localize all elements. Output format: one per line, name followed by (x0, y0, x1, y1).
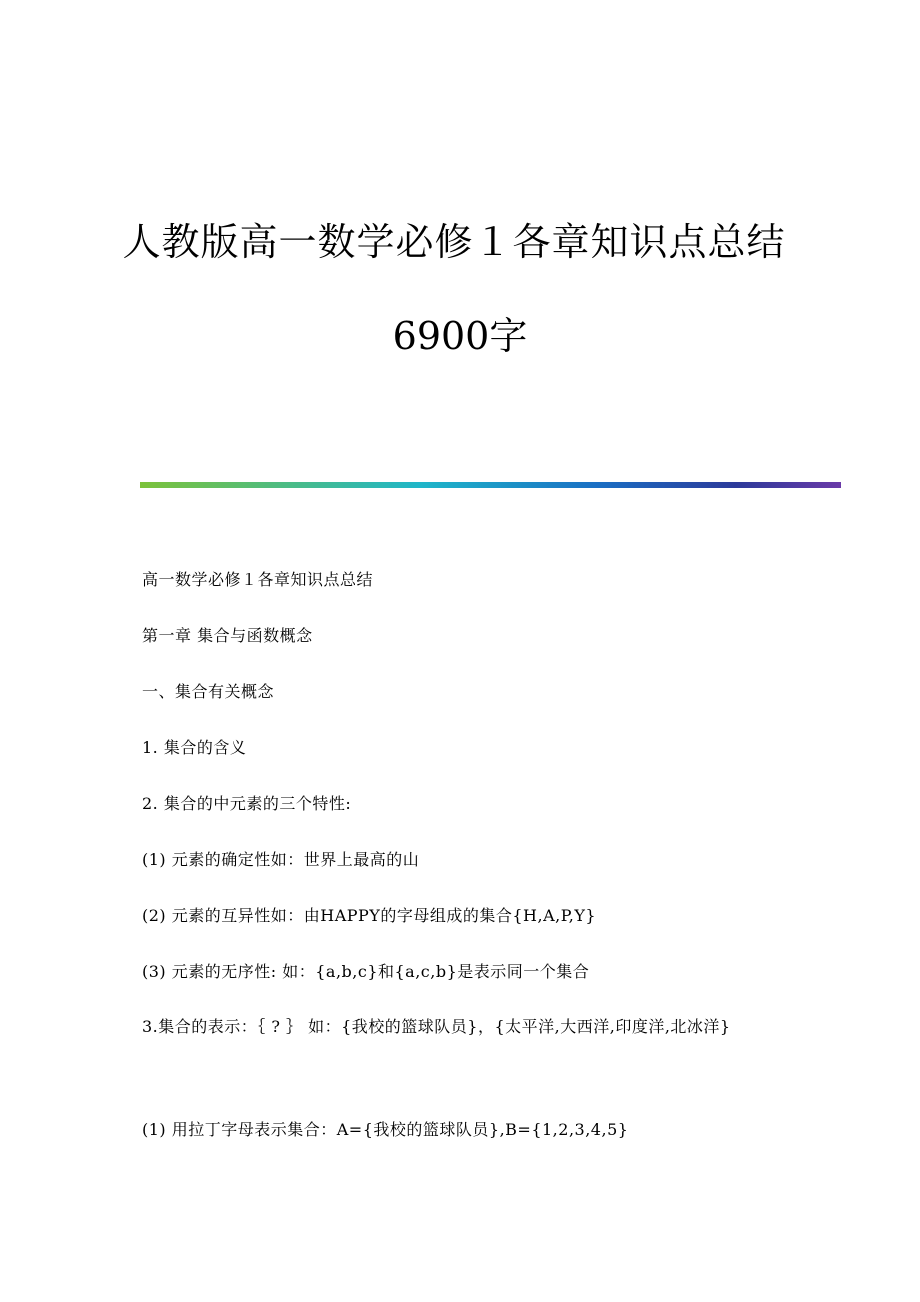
body-paragraph-chapter-heading: 第一章 集合与函数概念 (142, 626, 313, 645)
body-paragraph: 2. 集合的中元素的三个特性: (142, 794, 352, 813)
body-paragraph-section-heading: 一、集合有关概念 (142, 682, 275, 701)
body-paragraph: 1. 集合的含义 (142, 738, 247, 757)
gradient-divider (140, 482, 841, 488)
body-paragraph: (1) 元素的确定性如：世界上最高的山 (142, 850, 420, 869)
document-title-line-1: 人教版高一数学必修１各章知识点总结 (122, 220, 786, 264)
body-paragraph: (2) 元素的互异性如：由HAPPY的字母组成的集合{H,A,P,Y} (142, 906, 597, 925)
body-paragraph: (3) 元素的无序性: 如：{a,b,c}和{a,c,b}是表示同一个集合 (142, 962, 590, 981)
body-paragraph-subtitle: 高一数学必修１各章知识点总结 (142, 570, 374, 589)
body-paragraph: 3.集合的表示：｛ ? ｝ 如：{我校的篮球队员}，{太平洋,大西洋,印度洋,北冰洋} (142, 1017, 731, 1036)
body-paragraph: (1) 用拉丁字母表示集合：A={我校的篮球队员},B={1,2,3,4,5} (142, 1120, 629, 1139)
document-title-line-2: 6900字 (392, 314, 528, 358)
